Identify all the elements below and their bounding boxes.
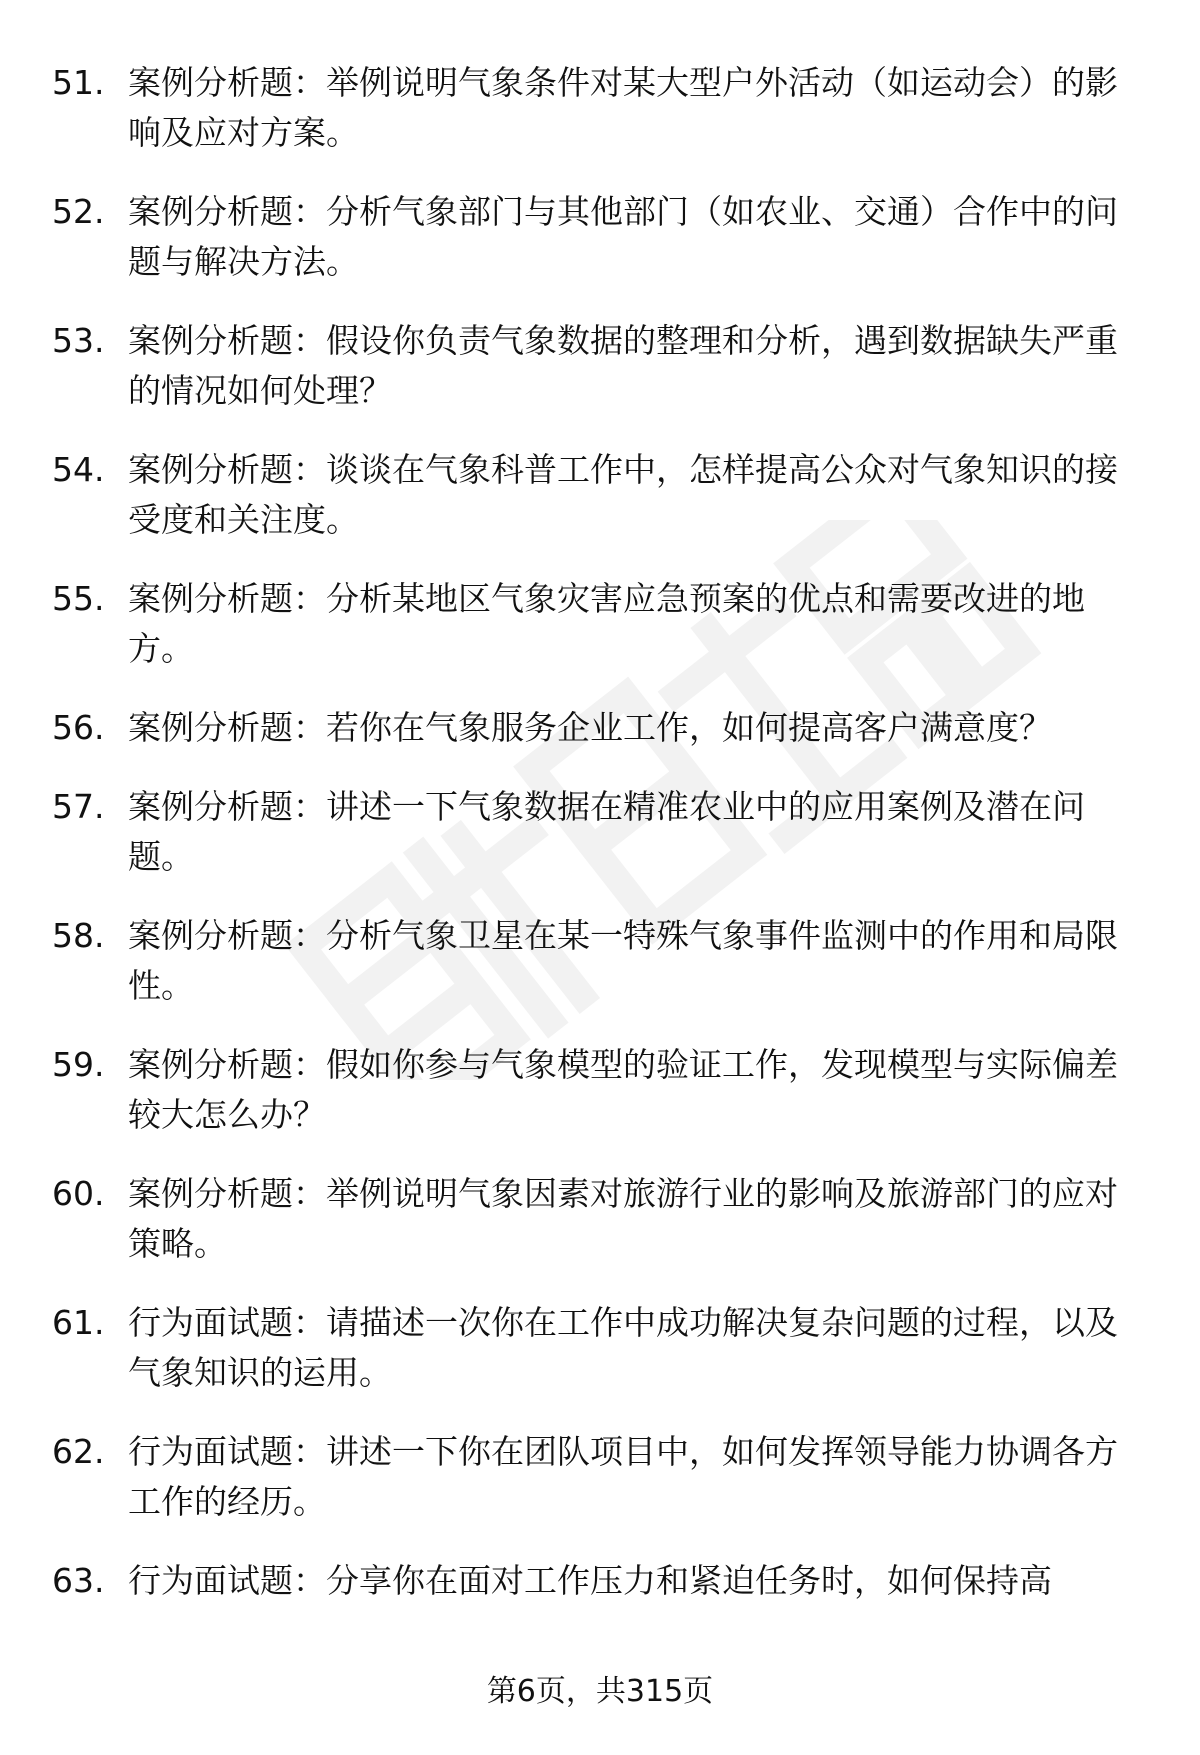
question-number: 58. [52, 916, 105, 955]
question-number: 53. [52, 321, 105, 360]
question-number: 61. [52, 1303, 105, 1342]
question-text: 案例分析题：讲述一下气象数据在精准农业中的应用案例及潜在问题。 [128, 787, 1085, 876]
question-number: 59. [52, 1045, 105, 1084]
question-number: 55. [52, 579, 105, 618]
question-number: 54. [52, 450, 105, 489]
list-item [0, 187, 1200, 287]
page-number-label: 第6页，共315页 [486, 1674, 714, 1709]
list-item [0, 1427, 1200, 1527]
question-text: 案例分析题：分析气象部门与其他部门（如农业、交通）合作中的问题与解决方法。 [128, 192, 1118, 281]
list-item [0, 316, 1200, 416]
list-item [0, 703, 1200, 753]
question-number: 63. [52, 1561, 105, 1600]
question-number: 60. [52, 1174, 105, 1213]
list-item [0, 911, 1200, 1011]
list-item [0, 1040, 1200, 1140]
question-text: 案例分析题：谈谈在气象科普工作中，怎样提高公众对气象知识的接受度和关注度。 [128, 450, 1118, 539]
question-text: 案例分析题：举例说明气象因素对旅游行业的影响及旅游部门的应对策略。 [128, 1174, 1118, 1263]
question-text: 案例分析题：假设你负责气象数据的整理和分析，遇到数据缺失严重的情况如何处理？ [128, 321, 1118, 410]
list-item [0, 1298, 1200, 1398]
list-item [0, 574, 1200, 674]
list-item [0, 1169, 1200, 1269]
question-number: 56. [52, 708, 105, 747]
question-text: 案例分析题：分析某地区气象灾害应急预案的优点和需要改进的地方。 [128, 579, 1085, 668]
question-number: 57. [52, 787, 105, 826]
question-text: 行为面试题：请描述一次你在工作中成功解决复杂问题的过程，以及气象知识的运用。 [128, 1303, 1118, 1392]
question-list [0, 58, 1200, 1635]
question-text: 行为面试题：讲述一下你在团队项目中，如何发挥领导能力协调各方工作的经历。 [128, 1432, 1118, 1521]
question-text: 案例分析题：若你在气象服务企业工作，如何提高客户满意度？ [128, 708, 1052, 747]
list-item [0, 445, 1200, 545]
question-number: 62. [52, 1432, 105, 1471]
question-number: 51. [52, 63, 105, 102]
question-text: 案例分析题：分析气象卫星在某一特殊气象事件监测中的作用和局限性。 [128, 916, 1118, 1005]
page-footer [0, 1672, 1200, 1712]
question-text: 行为面试题：分享你在面对工作压力和紧迫任务时，如何保持高 [128, 1561, 1052, 1600]
list-item [0, 1556, 1200, 1606]
question-text: 案例分析题：假如你参与气象模型的验证工作，发现模型与实际偏差较大怎么办？ [128, 1045, 1118, 1134]
list-item [0, 58, 1200, 158]
question-text: 案例分析题：举例说明气象条件对某大型户外活动（如运动会）的影响及应对方案。 [128, 63, 1118, 152]
question-number: 52. [52, 192, 105, 231]
list-item [0, 782, 1200, 882]
